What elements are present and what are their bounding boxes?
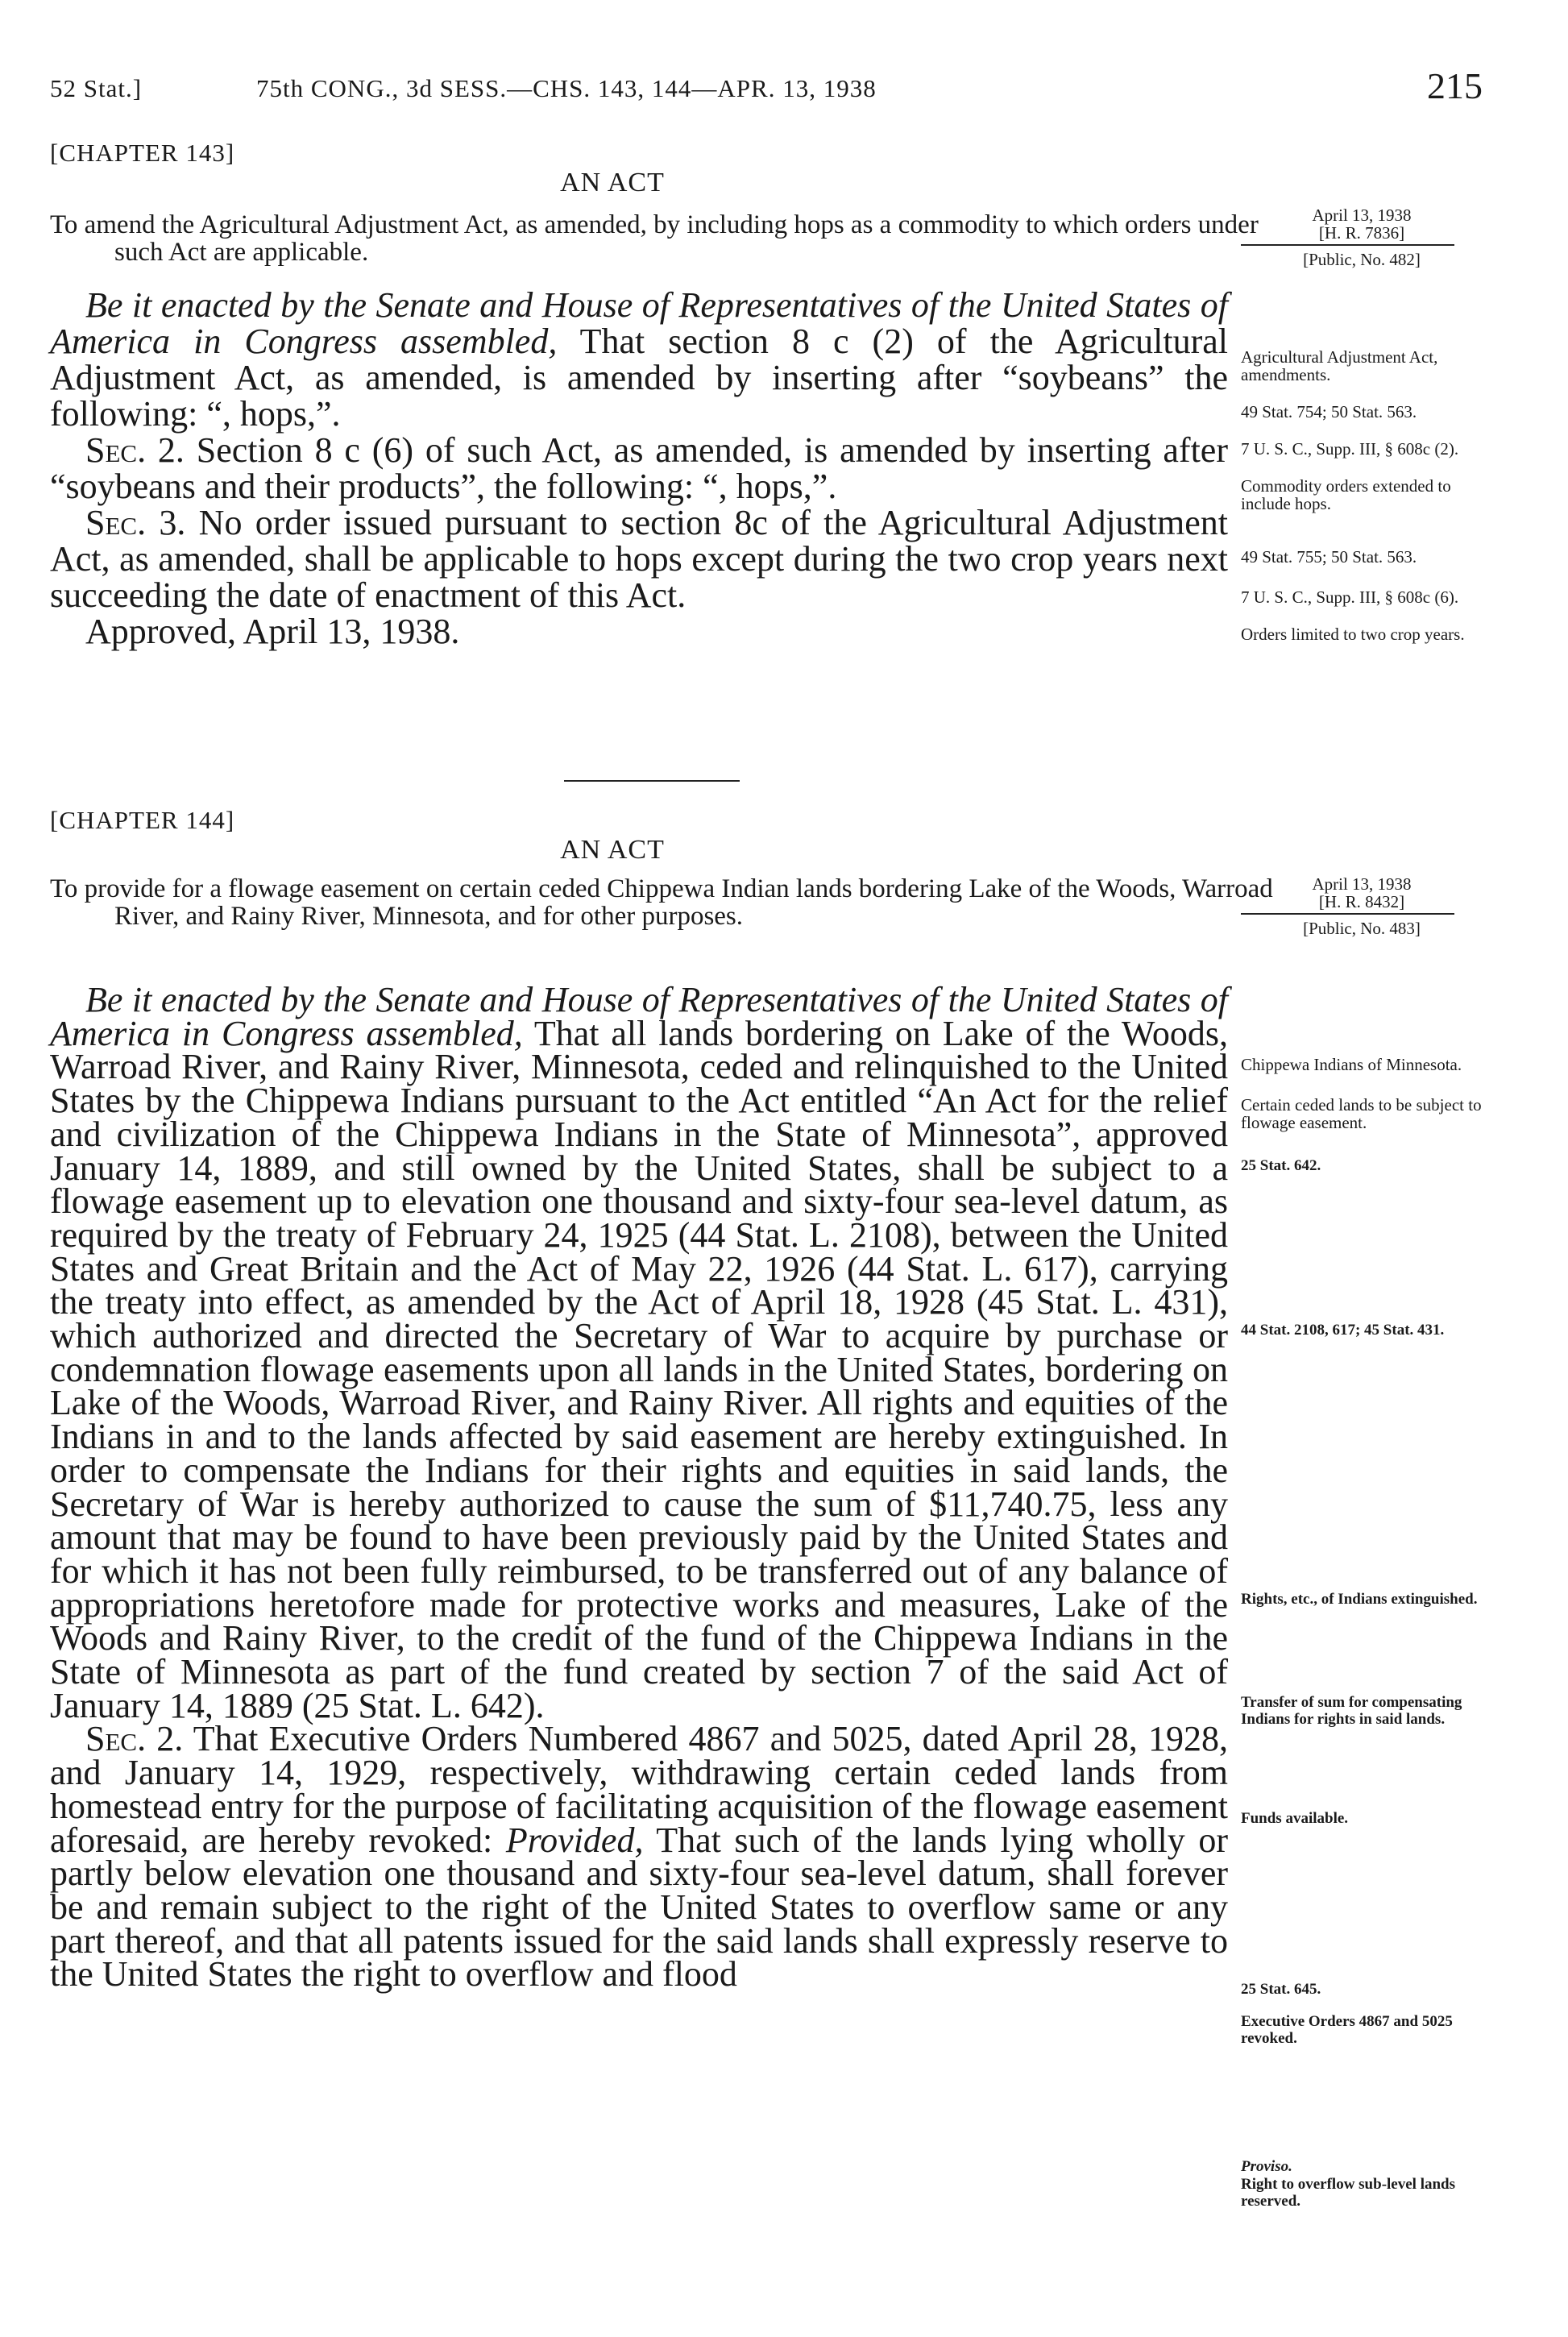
section-3-text: No order issued pursuant to section 8c of the Agricultural Adjustment Act, as amended, shall be applicable to hops except during the two crop years next succeeding the date of enactment of this Act. (50, 503, 1228, 615)
margin-note: Commodity orders extended to include hops. (1241, 476, 1451, 513)
running-header-left: 52 Stat.] (50, 74, 143, 102)
margin-note: 49 Stat. 754; 50 Stat. 563. (1241, 402, 1417, 421)
margin-note: 7 U. S. C., Supp. III, § 608c (6). (1241, 587, 1459, 607)
chapter-143-act-label: AN ACT (560, 168, 665, 197)
margin-note: Certain ceded lands to be subject to flowage easement. (1241, 1095, 1482, 1132)
enacting-clause: Be it enacted by the Senate and House of Representatives of the United States of America in Congress assembled, (50, 285, 1228, 361)
section-2-text: That Executive Orders Numbered 4867 and 5025, dated April 28, 1928, and January 14, 1929, respectively, withdrawing certain ceded lands from homestead entry for the purpose of facilitating acquisition of the flowage easement aforesaid, are hereby revoked: (50, 1719, 1228, 1860)
approved-line: Approved, April 13, 1938. (85, 612, 460, 651)
margin-note: 44 Stat. 2108, 617; 45 Stat. 431. (1241, 1322, 1445, 1339)
margin-note: 25 Stat. 645. (1241, 1981, 1321, 1998)
chapter-143-note-rule (1241, 244, 1454, 246)
section-1-text: That all lands bordering on Lake of the Woods, Warroad River, and Rainy River, Minnesota, ceded and relinquished to the United States by the Chippewa Indians pursuant to the Act entitled “An Act for the relief and civilization of the Chippewa Indians in the State of Minnesota”, approved January 14, 1889, and still owned by the United States, shall be subject to a flowage easement up to elevation one thousand and sixty-four sea-level datum, as required by the treaty of February 24, 1925 (44 Stat. L. 2108), between the United States and Great Britain and the Act of May 22, 1926 (44 Stat. L. 617), carrying the treaty into effect, as amended by the Act of April 18, 1928 (45 Stat. L. 431), which authorized and directed the Secretary of War to acquire by purchase or condemnation flowage easements upon all lands in the United States, bordering on Lake of the Woods, Warroad River, and Rainy River. All rights and equities of the Indians in and to the lands affected by said easement are hereby extinguished. In order to compensate the Indians for their rights and equities in said lands, the Secretary of War is hereby authorized to cause the sum of $11,740.75, less any amount that may be found to have been previously paid by the United States and for which it has not been fully reimbursed, to be transferred out of any balance of appropriations heretofore made for protective works and measures, Lake of the Woods and Rainy River, to the credit of the fund of the Chippewa Indians in the State of Minnesota as part of the fund created by section 7 of the said Act of January 14, 1889 (25 Stat. L. 642). (50, 1013, 1228, 1725)
margin-note: 7 U. S. C., Supp. III, § 608c (2). (1241, 439, 1459, 459)
chapter-143-public-note: [Public, No. 482] (1303, 250, 1421, 269)
chapter-divider (564, 780, 740, 782)
chapter-144-title: To provide for a flowage easement on certain ceded Chippewa Indian lands bordering Lake of the Woods, Warroad River, and Rainy River, Minnesota, and for other purposes. (50, 874, 1273, 931)
section-2-label: Sec. 2. (85, 1719, 184, 1759)
chapter-144-date-note: April 13, 1938 (1312, 874, 1412, 894)
margin-note: Transfer of sum for compensating Indians for rights in said lands. (1241, 1694, 1462, 1728)
chapter-143-body (50, 287, 1228, 650)
section-1-text: That section 8 c (2) of the Agricultural Adjustment Act, as amended, is amended by inserting after “soybeans” the following: “, hops,”. (50, 322, 1229, 434)
chapter-144-act-label: AN ACT (560, 835, 665, 865)
margin-note-proviso: Proviso. (1241, 2158, 1292, 2175)
chapter-143-label: [CHAPTER 143] (50, 139, 235, 167)
chapter-144-body (50, 980, 1228, 1995)
running-header-center: 75th CONG., 3d SESS.—CHS. 143, 144—APR. 13, 1938 (256, 74, 877, 102)
section-3-label: Sec. 3. (85, 503, 186, 542)
chapter-143-title: To amend the Agricultural Adjustment Act, as amended, by including hops as a commodity to which orders under such Act are applicable. (50, 210, 1259, 267)
margin-note: Chippewa Indians of Minnesota. (1241, 1055, 1462, 1074)
margin-note: 49 Stat. 755; 50 Stat. 563. (1241, 547, 1417, 567)
chapter-144-public-note: [Public, No. 483] (1303, 919, 1421, 938)
margin-note: Rights, etc., of Indians extinguished. (1241, 1591, 1478, 1608)
chapter-144-label: [CHAPTER 144] (50, 806, 235, 834)
proviso-word: Provided, (505, 1820, 644, 1860)
margin-note: Agricultural Adjustment Act, amendments. (1241, 347, 1438, 384)
section-2-label: Sec. 2. (85, 430, 185, 470)
page-number: 215 (1427, 65, 1483, 106)
margin-note: Right to overflow sub-level lands reserved. (1241, 2176, 1455, 2210)
margin-note: Executive Orders 4867 and 5025 revoked. (1241, 2013, 1453, 2047)
enacting-clause: Be it enacted by the Senate and House of Representatives of the United States of America in Congress assembled, (50, 980, 1228, 1053)
chapter-144-bill-note: [H. R. 8432] (1318, 892, 1405, 911)
margin-note: Orders limited to two crop years. (1241, 625, 1465, 644)
chapter-143-date-note: April 13, 1938 (1312, 205, 1412, 225)
chapter-144-note-rule (1241, 913, 1454, 915)
margin-note: 25 Stat. 642. (1241, 1157, 1321, 1174)
section-2-text-continued: That such of the lands lying wholly or partly below elevation one thousand and sixty-four sea-level datum, shall forever be and remain subject to the right of the United States to overflow same or any part thereof, and that all patents issued for the said lands shall expressly reserve to the United States the right to overflow and flood (50, 1820, 1228, 1995)
section-2-text: Section 8 c (6) of such Act, as amended, is amended by inserting after “soybeans and their products”, the following: “, hops,”. (50, 430, 1228, 506)
chapter-143-bill-note: [H. R. 7836] (1318, 223, 1405, 243)
margin-note: Funds available. (1241, 1810, 1349, 1827)
